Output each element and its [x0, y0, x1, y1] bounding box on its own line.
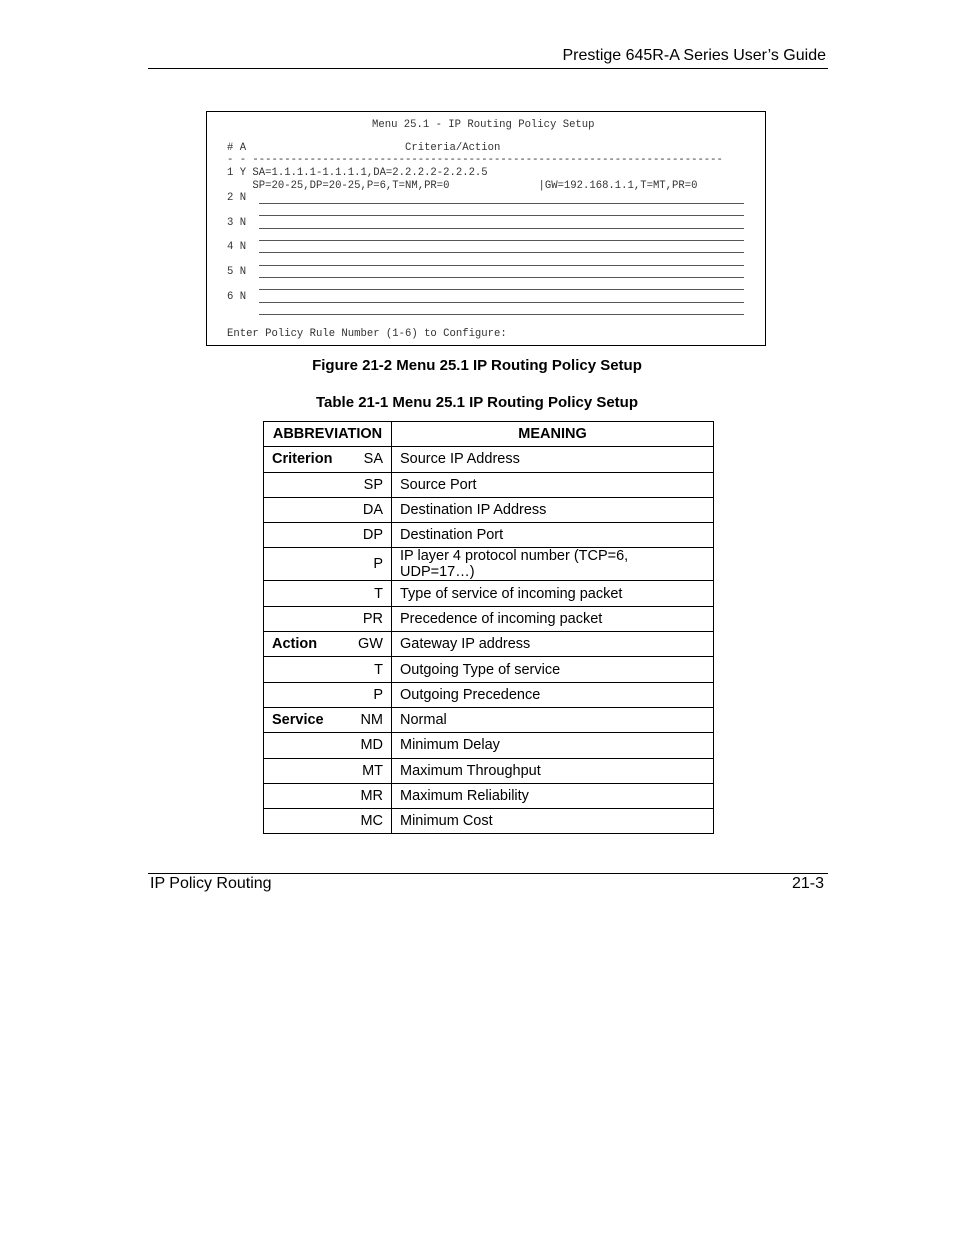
- abbreviation-cell: [264, 682, 392, 707]
- meaning-cell: Source IP Address: [392, 447, 714, 472]
- meaning-cell: Minimum Delay: [392, 733, 714, 758]
- meaning-cell: Outgoing Precedence: [392, 682, 714, 707]
- abbreviation-cell: [264, 783, 392, 808]
- table-row: [264, 523, 714, 548]
- meaning-cell: Precedence of incoming packet: [392, 606, 714, 631]
- table-row: [264, 447, 714, 472]
- abbreviation-code: DP: [362, 527, 383, 544]
- meaning-cell: Source Port: [392, 472, 714, 497]
- menu-screen-figure: [206, 111, 766, 346]
- screen-row-6-field-1: [259, 302, 744, 303]
- table-row: [264, 472, 714, 497]
- abbreviation-code: MT: [362, 762, 383, 779]
- meaning-cell: Destination Port: [392, 523, 714, 548]
- screen-row-3-field-1: [259, 228, 744, 229]
- screen-row-4-label: 4 N: [227, 241, 247, 253]
- abbreviation-cell: [264, 809, 392, 834]
- abbreviation-cell: [264, 657, 392, 682]
- footer-rule: [148, 873, 828, 874]
- table-row: [264, 783, 714, 808]
- abbreviation-code: SP: [363, 476, 383, 493]
- abbreviation-code: NM: [360, 712, 383, 729]
- abbreviation-code: P: [373, 686, 383, 703]
- category-label: Criterion: [272, 451, 333, 468]
- screen-row-5-field-2: [259, 289, 744, 290]
- abbreviation-cell: [264, 523, 392, 548]
- abbreviation-code: P: [373, 556, 383, 573]
- meaning-cell: Maximum Throughput: [392, 758, 714, 783]
- abbreviation-cell: [264, 733, 392, 758]
- column-header-meaning: MEANING: [392, 422, 714, 447]
- meaning-cell: Maximum Reliability: [392, 783, 714, 808]
- abbreviation-code: MC: [360, 813, 383, 830]
- abbreviation-cell: [264, 497, 392, 522]
- screen-row-2-label: 2 N: [227, 192, 247, 204]
- table-header-row: [264, 422, 714, 447]
- screen-row-3-field-2: [259, 240, 744, 241]
- screen-row-4-field-1: [259, 252, 744, 253]
- meaning-cell: Destination IP Address: [392, 497, 714, 522]
- screen-title: Menu 25.1 - IP Routing Policy Setup: [372, 119, 595, 131]
- screen-column-header: # A Criteria/Action: [227, 142, 501, 154]
- screen-row-2-field-1: [259, 203, 744, 204]
- screen-separator: - - --------------------------------------------------------------------------: [227, 154, 723, 166]
- abbreviation-code: T: [374, 585, 383, 602]
- abbreviation-cell: [264, 707, 392, 732]
- screen-row-3-label: 3 N: [227, 217, 247, 229]
- abbreviation-cell: [264, 581, 392, 606]
- screen-prompt: Enter Policy Rule Number (1-6) to Configure:: [227, 328, 507, 340]
- meaning-cell: Gateway IP address: [392, 632, 714, 657]
- abbreviation-cell: [264, 632, 392, 657]
- table-caption: Table 21-1 Menu 25.1 IP Routing Policy Setup: [315, 394, 639, 411]
- figure-caption: Figure 21-2 Menu 25.1 IP Routing Policy Setup: [312, 357, 642, 374]
- meaning-cell: Outgoing Type of service: [392, 657, 714, 682]
- table-row: [264, 657, 714, 682]
- table-row: [264, 497, 714, 522]
- table-row: [264, 581, 714, 606]
- meaning-cell: Minimum Cost: [392, 809, 714, 834]
- footer-section-title: IP Policy Routing: [150, 875, 272, 892]
- column-header-abbreviation: ABBREVIATION: [264, 422, 392, 447]
- table-row: [264, 809, 714, 834]
- screen-row-4-field-2: [259, 265, 744, 266]
- page-header-title: Prestige 645R-A Series User’s Guide: [562, 47, 826, 64]
- header-rule: [148, 68, 828, 69]
- table-row: [264, 606, 714, 631]
- screen-row-2-field-2: [259, 215, 744, 216]
- table-row: [264, 632, 714, 657]
- abbreviation-cell: [264, 758, 392, 783]
- meaning-cell: IP layer 4 protocol number (TCP=6, UDP=17…): [392, 548, 714, 581]
- abbreviation-code: PR: [362, 610, 383, 627]
- abbreviation-code: GW: [358, 636, 383, 653]
- screen-row-5-field-1: [259, 277, 744, 278]
- screen-row-6-field-2: [259, 314, 744, 315]
- screen-row-6-label: 6 N: [227, 291, 247, 303]
- screen-rule-1-criteria: 1 Y SA=1.1.1.1-1.1.1.1,DA=2.2.2.2-2.2.2.5: [227, 167, 488, 179]
- abbreviation-code: DA: [362, 502, 383, 519]
- footer-page-number: 21-3: [791, 875, 824, 892]
- abbreviation-cell: [264, 472, 392, 497]
- category-label: Service: [272, 712, 324, 729]
- abbreviation-table: [263, 421, 714, 834]
- abbreviation-cell: [264, 447, 392, 472]
- table-row: [264, 758, 714, 783]
- meaning-cell: Type of service of incoming packet: [392, 581, 714, 606]
- abbreviation-code: MD: [360, 737, 383, 754]
- meaning-cell: Normal: [392, 707, 714, 732]
- table-row: [264, 682, 714, 707]
- abbreviation-cell: [264, 606, 392, 631]
- screen-rule-1-action: SP=20-25,DP=20-25,P=6,T=NM,PR=0 |GW=192.168.1.1,T=MT,PR=0: [227, 180, 698, 192]
- table-row: [264, 733, 714, 758]
- screen-row-5-label: 5 N: [227, 266, 247, 278]
- abbreviation-code: SA: [363, 451, 383, 468]
- abbreviation-code: MR: [360, 788, 383, 804]
- table-row: [264, 707, 714, 732]
- abbreviation-code: T: [374, 661, 383, 678]
- category-label: Action: [272, 636, 318, 653]
- abbreviation-cell: [264, 548, 392, 581]
- table-row: [264, 548, 714, 581]
